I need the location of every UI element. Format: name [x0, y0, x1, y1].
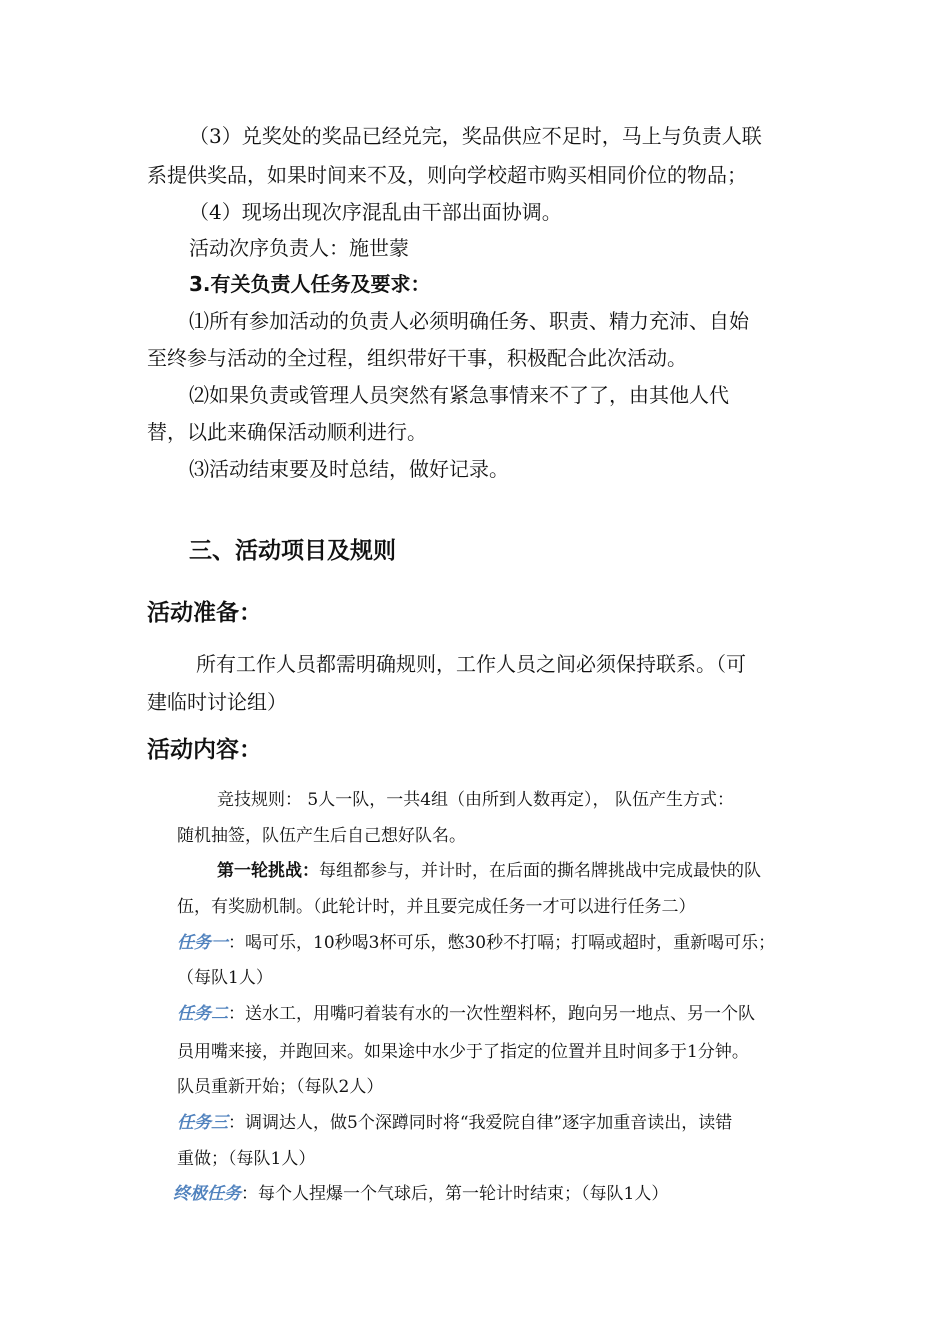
task2-line: [177, 1003, 755, 1025]
paragraph-line: ⑶活动结束要及时总结，做好记录。: [189, 457, 509, 481]
paragraph-line: 建临时讨论组）: [147, 690, 287, 714]
final-task-label: 终极任务: [173, 1184, 241, 1204]
task1-label: 任务一: [177, 933, 228, 953]
rules-line: （每队1人）: [177, 968, 273, 988]
section-title: 三、活动项目及规则: [189, 538, 396, 564]
paragraph-line: 所有工作人员都需明确规则，工作人员之间必须保持联系。（可: [196, 652, 746, 676]
rules-line: 竞技规则： 5人一队，一共4组（由所到人数再定）， 队伍产生方式：: [217, 790, 734, 810]
paragraph-line: 活动次序负责人：施世蒙: [189, 236, 409, 260]
task1-line: [177, 932, 775, 954]
task2-label: 任务二: [177, 1004, 228, 1024]
round1-line: [217, 860, 761, 882]
paragraph-line: 替，以此来确保活动顺利进行。: [147, 420, 427, 444]
rules-line: 伍，有奖励机制。（此轮计时，并且要完成任务一才可以进行任务二）: [177, 897, 696, 917]
task1-text: ：喝可乐，10秒喝3杯可乐，憋30秒不打嗝；打嗝或超时，重新喝可乐；: [228, 933, 776, 953]
paragraph-line: 系提供奖品，如果时间来不及，则向学校超市购买相同价位的物品；: [147, 163, 747, 187]
round1-text: 每组都参与，并计时，在后面的撕名牌挑战中完成最快的队: [319, 861, 761, 881]
final-task-text: ：每个人捏爆一个气球后，第一轮计时结束；（每队1人）: [241, 1184, 669, 1204]
task3-line: [177, 1112, 732, 1134]
task3-text: ：调调达人，做5个深蹲同时将“我爱院自律”逐字加重音读出，读错: [228, 1113, 733, 1133]
task3-label: 任务三: [177, 1113, 228, 1133]
paragraph-line: ⑵如果负责或管理人员突然有紧急事情来不了了，由其他人代: [189, 383, 729, 407]
paragraph-line: ⑴所有参加活动的负责人必须明确任务、职责、精力充沛、自始: [189, 309, 749, 333]
paragraph-line: （4）现场出现次序混乱由干部出面协调。: [189, 200, 562, 224]
final-task-line: [173, 1183, 668, 1205]
section-heading-prep: 活动准备：: [147, 600, 262, 626]
round1-label: 第一轮挑战：: [217, 861, 319, 881]
rules-line: 随机抽签，队伍产生后自己想好队名。: [177, 826, 466, 846]
subsection-heading: 3.有关负责人任务及要求：: [189, 272, 431, 296]
paragraph-line: （3）兑奖处的奖品已经兑完，奖品供应不足时，马上与负责人联: [189, 124, 762, 148]
task2-text: ：送水工，用嘴叼着装有水的一次性塑料杯，跑向另一地点、另一个队: [228, 1004, 755, 1024]
section-heading-content: 活动内容：: [147, 737, 262, 763]
rules-line: 队员重新开始；（每队2人）: [177, 1077, 384, 1097]
paragraph-line: 至终参与活动的全过程，组织带好干事，积极配合此次活动。: [147, 346, 687, 370]
rules-line: 重做；（每队1人）: [177, 1149, 316, 1169]
rules-line: 员用嘴来接，并跑回来。如果途中水少于了指定的位置并且时间多于1分钟。: [177, 1042, 749, 1062]
